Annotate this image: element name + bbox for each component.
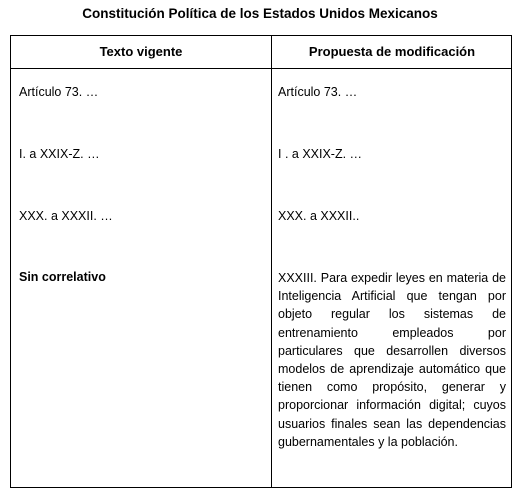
header-texto-vigente: Texto vigente [99, 44, 183, 59]
comparison-table [10, 35, 512, 488]
document-title: Constitución Política de los Estados Unidos Mexicanos [82, 6, 438, 21]
header-divider [11, 68, 511, 69]
row-1-proposal: Artículo 73. … [278, 85, 358, 99]
row-2-current: I. a XXIX-Z. … [19, 147, 100, 161]
row-2-proposal: I . a XXIX-Z. … [278, 147, 363, 161]
row-4-proposal: XXXIII. Para expedir leyes en materia de Inteligencia Artificial que tengan por objeto regular los sistemas de entrenamiento empleados por particulares que desarrollen diversos modelos de aprendizaje automático que tienen como propósito, generar y proporcionar información digital; cuyos usuarios finales sean las dependencias gubernamentales y la población. [278, 271, 506, 449]
row-3-current: XXX. a XXXII. … [19, 209, 113, 223]
row-4-current: Sin correlativo [19, 270, 106, 284]
header-propuesta-modificacion: Propuesta de modificación [308, 44, 476, 59]
row-1-current: Artículo 73. … [19, 85, 99, 99]
row-3-proposal: XXX. a XXXII.. [278, 209, 360, 223]
column-divider [271, 36, 272, 487]
